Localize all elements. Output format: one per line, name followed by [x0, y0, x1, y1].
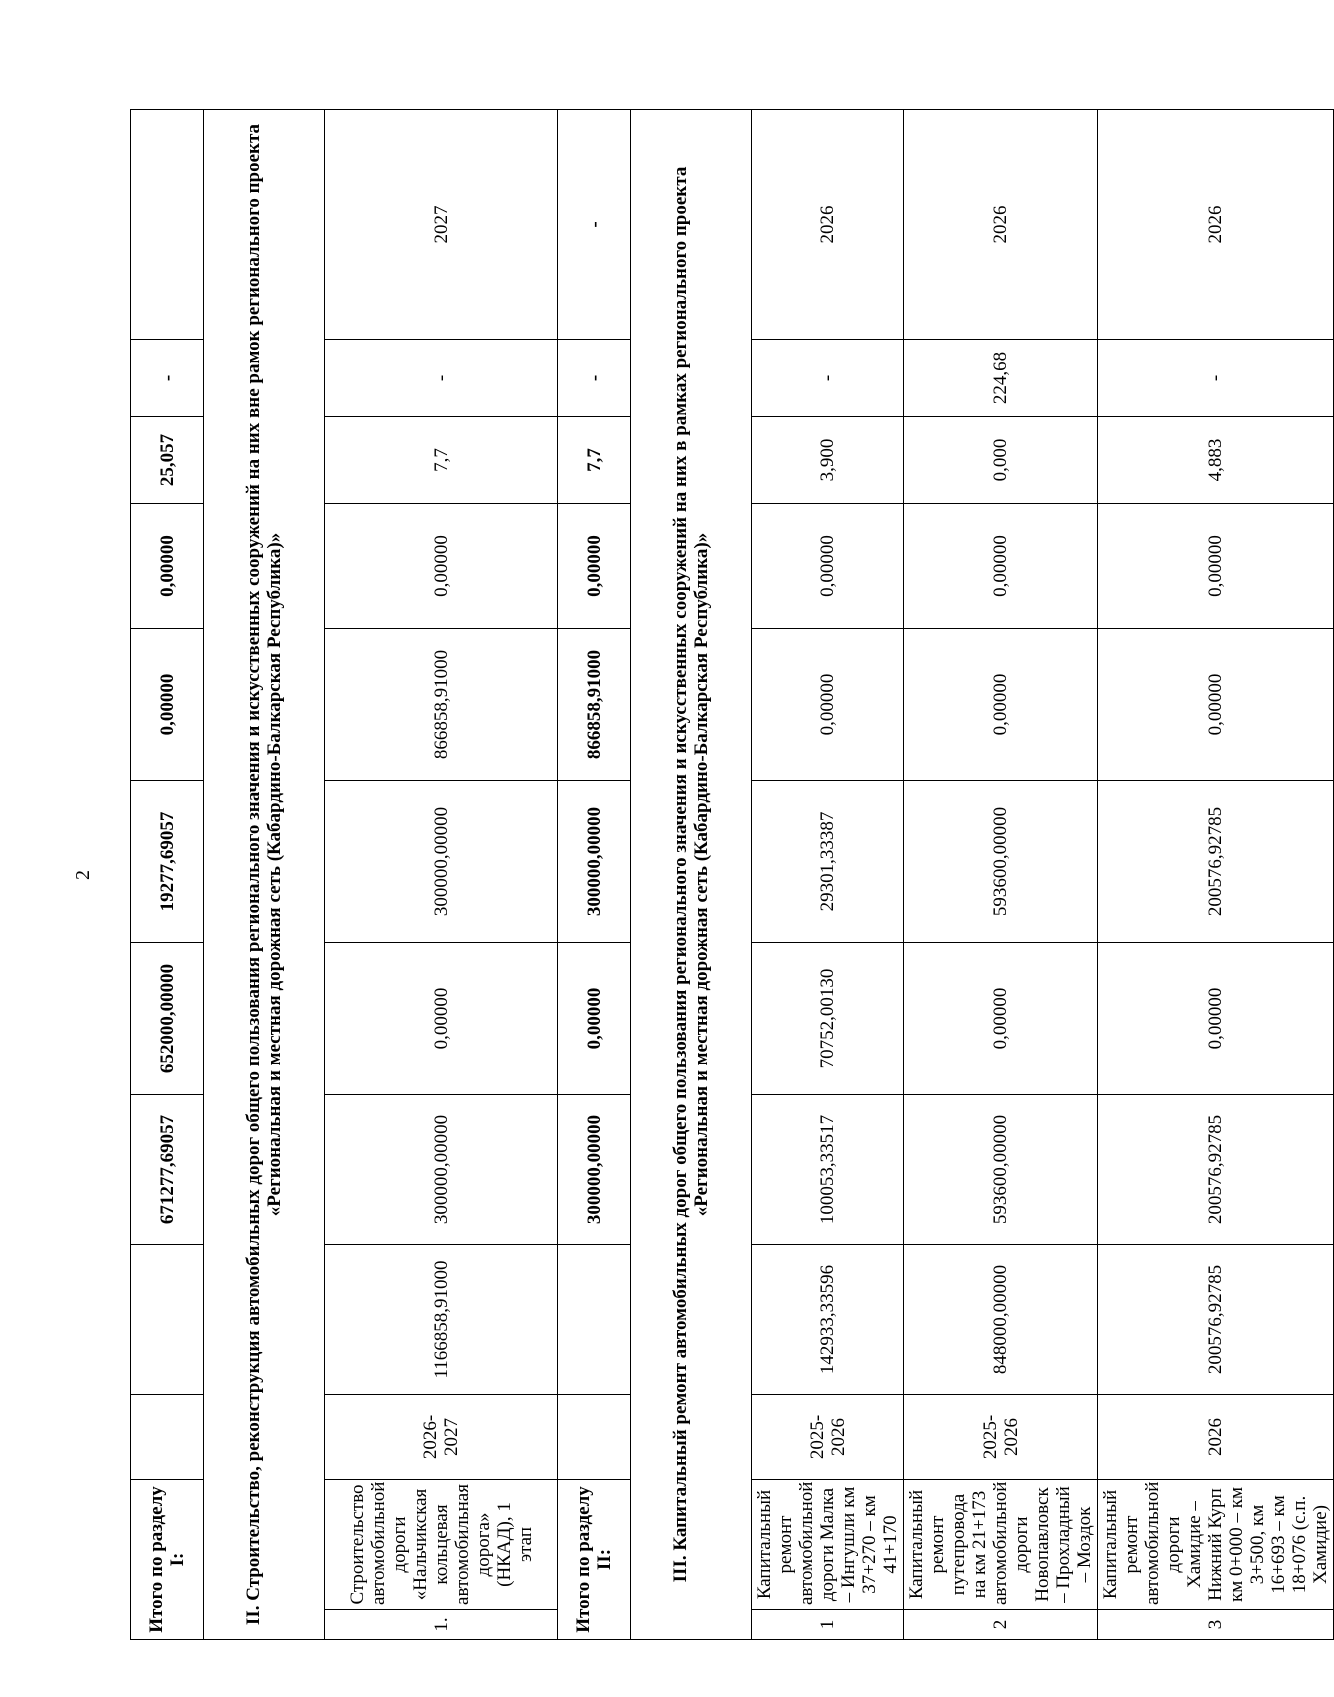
cost-cell: 142933,33596 — [752, 1245, 904, 1395]
table-row — [1098, 110, 1334, 1640]
length-cell: 7,7 — [558, 417, 631, 504]
cost-cell: 200576,92785 — [1098, 1245, 1334, 1395]
year-cell — [131, 110, 204, 340]
row-number: 2 — [904, 1610, 1098, 1640]
value-cell: 0,00000 — [558, 504, 631, 629]
value-cell: 300000,00000 — [558, 781, 631, 943]
section-2-title: II. Строительство, реконструкция автомобильных дорог общего пользования регионального значения и искусственных сооружений на них вне рамок регионального проекта «Региональная и местная дорожная сеть (Кабардино-Балкарская Республика)» — [204, 110, 325, 1640]
value-cell: 0,00000 — [1098, 943, 1334, 1095]
table-row — [558, 110, 631, 1640]
object-name: Капитальный ремонт автомобильной дороги Малка – Ингушли км 37+270 – км 41+170 — [752, 1480, 904, 1610]
value-cell: 0,00000 — [752, 504, 904, 629]
page-number: 2 — [72, 870, 94, 880]
value-cell: 0,00000 — [1098, 629, 1334, 781]
object-name: Строительство автомобильной дороги «Нальчикская кольцевая автомобильная дорога» (НКАД), 1 этап — [325, 1480, 558, 1610]
year-cell: 2027 — [325, 110, 558, 340]
total-label: Итого по разделу I: — [131, 1480, 204, 1640]
total-cell: 100053,33517 — [752, 1095, 904, 1245]
length-cell: 3,900 — [752, 417, 904, 504]
value-cell: 866858,91000 — [558, 629, 631, 781]
table-row — [904, 110, 1098, 1640]
total-cell: 200576,92785 — [1098, 1095, 1334, 1245]
total-cell: 300000,00000 — [325, 1095, 558, 1245]
period-cell: 2026 — [1098, 1395, 1334, 1480]
table-row — [325, 110, 558, 1640]
section-3-title: III. Капитальный ремонт автомобильных дорог общего пользования регионального значения и искусственных сооружений на них в рамках регионального проекта «Региональная и местная дорожная сеть (Кабардино-Балкарская Республика)» — [631, 110, 752, 1640]
value-cell: 70752,00130 — [752, 943, 904, 1095]
value-cell: 593600,00000 — [904, 781, 1098, 943]
area-cell: - — [752, 340, 904, 417]
value-cell: 0,00000 — [558, 943, 631, 1095]
value-cell: 0,00000 — [904, 943, 1098, 1095]
area-cell: - — [1098, 340, 1334, 417]
object-name: Капитальный ремонт путепровода на км 21+173 автомобильной дороги Новопавловск – Прохладный – Моздок — [904, 1480, 1098, 1610]
section-heading-row — [631, 110, 752, 1640]
cost-cell: 1166858,91000 — [325, 1245, 558, 1395]
year-cell: 2026 — [1098, 110, 1334, 340]
value-cell: 19277,69057 — [131, 781, 204, 943]
total-cell: 671277,69057 — [131, 1095, 204, 1245]
value-cell: 300000,00000 — [325, 781, 558, 943]
area-cell: - — [558, 340, 631, 417]
document-page — [72, 110, 1331, 1640]
total-cell: 593600,00000 — [904, 1095, 1098, 1245]
value-cell: 200576,92785 — [1098, 781, 1334, 943]
period-cell — [131, 1395, 204, 1480]
area-cell: - — [131, 340, 204, 417]
year-cell: 2026 — [904, 110, 1098, 340]
length-cell: 7,7 — [325, 417, 558, 504]
value-cell: 0,00000 — [131, 504, 204, 629]
value-cell: 0,00000 — [131, 629, 204, 781]
cost-cell — [131, 1245, 204, 1395]
value-cell: 0,00000 — [325, 943, 558, 1095]
year-cell: - — [558, 110, 631, 340]
value-cell: 0,00000 — [904, 504, 1098, 629]
length-cell: 4,883 — [1098, 417, 1334, 504]
total-label: Итого по разделу II: — [558, 1480, 631, 1640]
total-cell: 300000,00000 — [558, 1095, 631, 1245]
value-cell: 0,00000 — [325, 504, 558, 629]
table-row — [752, 110, 904, 1640]
value-cell: 0,00000 — [1098, 504, 1334, 629]
length-cell: 25,057 — [131, 417, 204, 504]
row-number: 1 — [752, 1610, 904, 1640]
value-cell: 29301,33387 — [752, 781, 904, 943]
cost-cell — [558, 1245, 631, 1395]
value-cell: 866858,91000 — [325, 629, 558, 781]
value-cell: 652000,00000 — [131, 943, 204, 1095]
period-cell: 2026-2027 — [325, 1395, 558, 1480]
row-number: 1. — [325, 1610, 558, 1640]
investment-table — [130, 109, 1334, 1640]
cost-cell: 848000,00000 — [904, 1245, 1098, 1395]
length-cell: 0,000 — [904, 417, 1098, 504]
section-heading-row — [204, 110, 325, 1640]
area-cell: 224,68 — [904, 340, 1098, 417]
object-name: Капитальный ремонт автомобильной дороги Хамидие – Нижний Курп км 0+000 – км 3+500, км 16+693 – км 18+076 (с.п. Хамидие) — [1098, 1480, 1334, 1610]
row-number: 3 — [1098, 1610, 1334, 1640]
value-cell: 0,00000 — [904, 629, 1098, 781]
area-cell: - — [325, 340, 558, 417]
year-cell: 2026 — [752, 110, 904, 340]
period-cell: 2025-2026 — [752, 1395, 904, 1480]
value-cell: 0,00000 — [752, 629, 904, 781]
table-row — [131, 110, 204, 1640]
period-cell: 2025-2026 — [904, 1395, 1098, 1480]
period-cell — [558, 1395, 631, 1480]
